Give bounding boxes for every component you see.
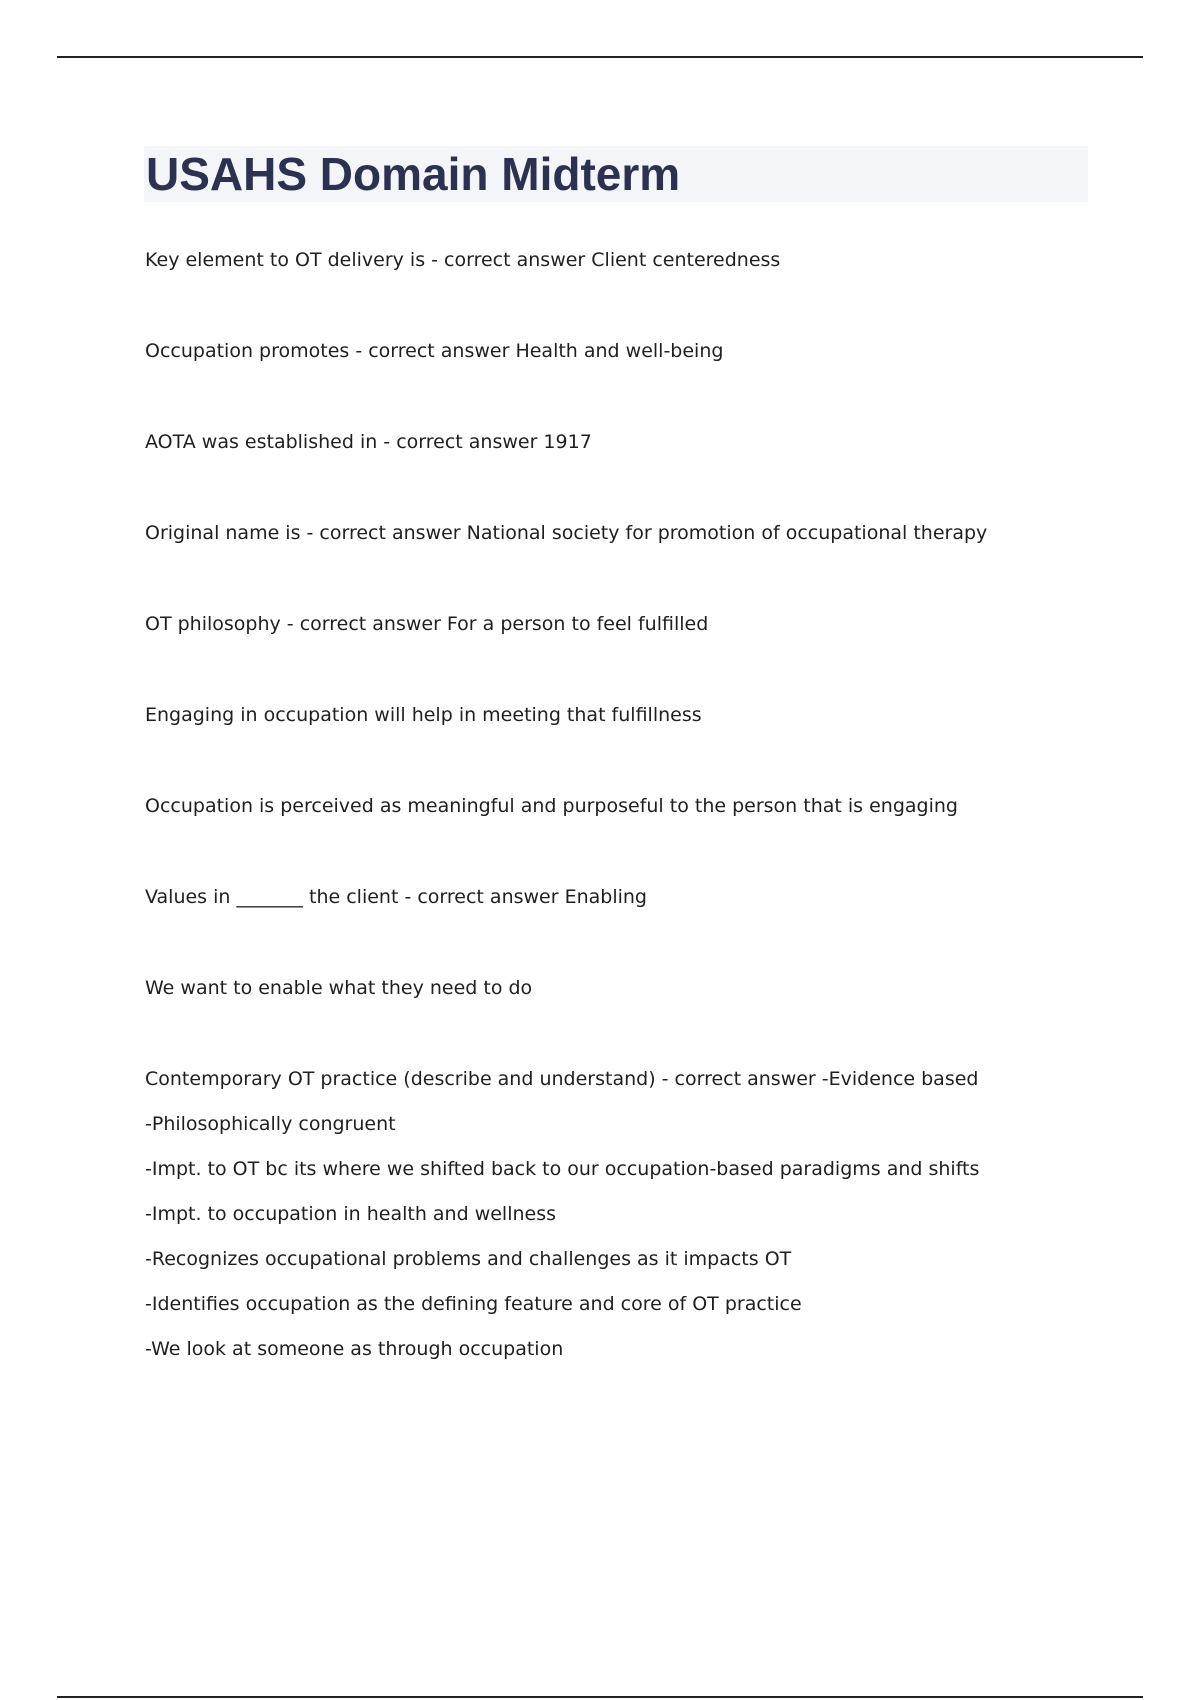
bottom-rule: [57, 1696, 1143, 1698]
entry-occupation-perceived: Occupation is perceived as meaningful and purposeful to the person that is engaging: [145, 795, 958, 817]
entry-enable-what-they-need: We want to enable what they need to do: [145, 977, 533, 999]
entry-occupation-promotes: Occupation promotes - correct answer Health and well-being: [145, 340, 724, 362]
document-body: [145, 245, 1105, 1364]
list-item: -Impt. to occupation in health and wellness: [145, 1203, 557, 1225]
top-rule: [57, 56, 1143, 58]
entry-aota-established: AOTA was established in - correct answer 1917: [145, 431, 592, 453]
entry-original-name: Original name is - correct answer National society for promotion of occupational therapy: [145, 522, 988, 544]
page-title: USAHS Domain Midterm: [146, 148, 681, 200]
entry-values-enabling: Values in _______ the client - correct answer Enabling: [145, 886, 647, 908]
entry-ot-philosophy: OT philosophy - correct answer For a person to feel fulfilled: [145, 613, 709, 635]
list-item: -Identifies occupation as the defining feature and core of OT practice: [145, 1293, 802, 1315]
entry-contemporary-ot-practice: Contemporary OT practice (describe and understand) - correct answer -Evidence based: [145, 1068, 979, 1090]
entry-client-centeredness: Key element to OT delivery is - correct answer Client centeredness: [145, 249, 781, 271]
list-item: -Recognizes occupational problems and challenges as it impacts OT: [145, 1248, 792, 1270]
list-item: -Impt. to OT bc its where we shifted back to our occupation-based paradigms and shifts: [145, 1158, 980, 1180]
entry-engaging-in-occupation: Engaging in occupation will help in meeting that fulfillness: [145, 704, 702, 726]
list-item: -We look at someone as through occupation: [145, 1338, 564, 1360]
list-item: -Philosophically congruent: [145, 1113, 396, 1135]
